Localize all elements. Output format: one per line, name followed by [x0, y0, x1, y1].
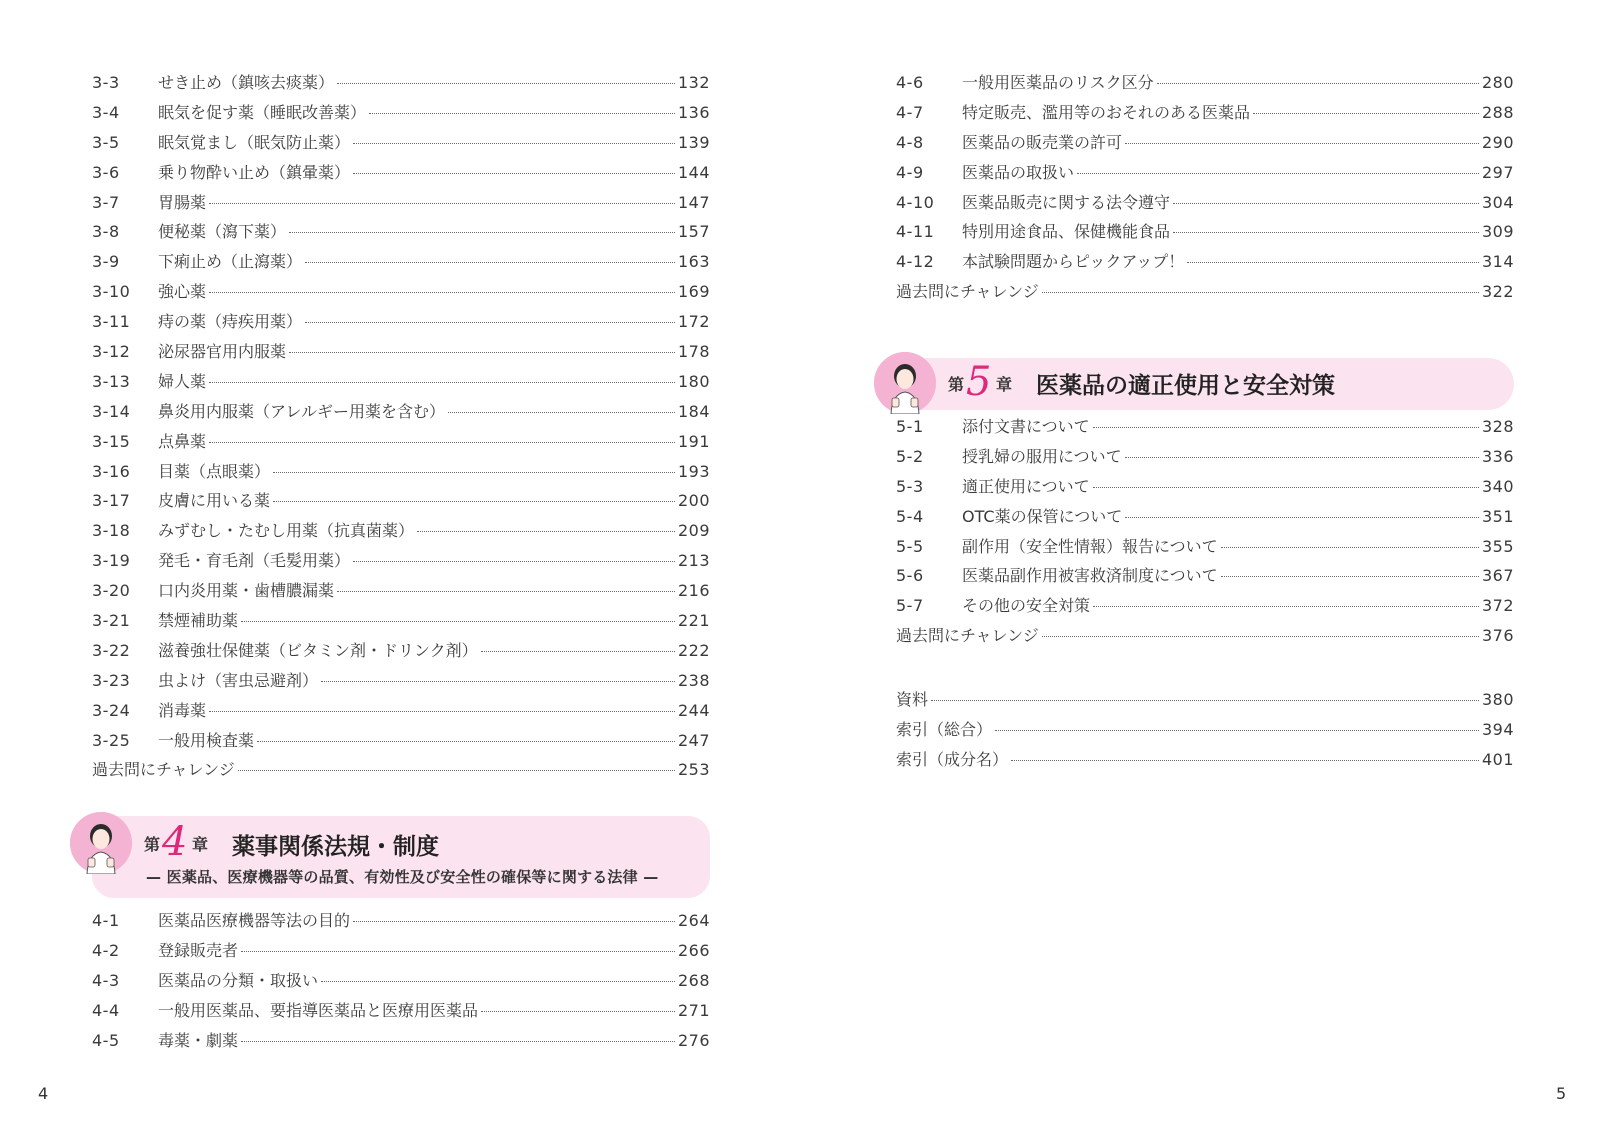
toc-entry-title: 一般用検査薬	[158, 730, 255, 750]
toc-entry-title: 眠気覚まし（眠気防止薬）	[158, 132, 351, 152]
dot-leader	[337, 82, 675, 84]
toc-entry[interactable]	[92, 696, 710, 726]
dot-leader	[1253, 112, 1479, 114]
toc-entry-page: 380	[1481, 690, 1514, 709]
toc-entry-page: 351	[1481, 506, 1514, 526]
dot-leader	[481, 650, 675, 652]
chapter-5-banner	[896, 352, 1514, 416]
toc-entry-page: 394	[1481, 719, 1514, 739]
toc-entry-number: 3-7	[92, 192, 120, 212]
toc-entry-page: 328	[1481, 417, 1514, 436]
toc-entry-number: 3-14	[92, 401, 131, 421]
toc-entry[interactable]	[92, 427, 710, 457]
toc-entry[interactable]	[896, 472, 1514, 502]
toc-entry[interactable]	[896, 621, 1514, 651]
toc-entry-page: 222	[677, 640, 710, 660]
toc-entry-title: 添付文書について	[962, 417, 1090, 436]
pharmacist-avatar-icon	[874, 352, 936, 414]
toc-entry-number: 3-16	[92, 461, 131, 481]
toc-list-chapter3	[92, 68, 710, 785]
toc-entry[interactable]	[896, 68, 1514, 98]
toc-entry-title: 発毛・育毛剤（毛髪用薬）	[158, 551, 351, 571]
toc-entry[interactable]	[92, 128, 710, 158]
toc-entry-page: 172	[677, 312, 710, 332]
toc-entry[interactable]	[896, 532, 1514, 562]
toc-entry[interactable]	[92, 636, 710, 666]
dot-leader	[448, 411, 675, 413]
dot-leader	[209, 202, 675, 204]
toc-entry-title: 下痢止め（止瀉薬）	[158, 252, 303, 272]
dot-leader	[1173, 231, 1479, 233]
chapter-suffix: 章	[192, 835, 209, 854]
toc-entry[interactable]	[92, 367, 710, 397]
dot-leader	[305, 321, 675, 323]
toc-entry-page: 290	[1481, 132, 1514, 152]
toc-entry-title: 特別用途食品、保健機能食品	[962, 222, 1171, 242]
toc-entry-number: 4-4	[92, 1000, 120, 1020]
chapter-subtitle: — 医薬品、医療機器等の品質、有効性及び安全性の確保等に関する法律 —	[146, 868, 659, 886]
toc-entry-page: 288	[1481, 102, 1514, 122]
toc-entry-title: 医薬品の販売業の許可	[962, 132, 1123, 152]
toc-entry-page: 216	[677, 581, 710, 601]
toc-entry-title: 強心薬	[158, 282, 207, 302]
dot-leader	[337, 590, 675, 592]
toc-entry-number: 4-1	[92, 911, 120, 930]
toc-entry[interactable]	[92, 457, 710, 487]
toc-entry-page: 271	[677, 1000, 710, 1020]
toc-entry-page: 340	[1481, 476, 1514, 496]
toc-list-chapter5	[896, 412, 1514, 651]
toc-entry-title: 便秘薬（瀉下薬）	[158, 222, 287, 242]
toc-entry[interactable]	[92, 217, 710, 247]
toc-entry-title: 眠気を促す薬（睡眠改善薬）	[158, 102, 367, 122]
toc-entry-page: 238	[677, 670, 710, 690]
dot-leader	[257, 740, 675, 742]
dot-leader	[321, 680, 675, 682]
toc-entry-title: 授乳婦の服用について	[962, 446, 1122, 466]
toc-entry-title: 滋養強壮保健薬（ビタミン剤・ドリンク剤）	[158, 640, 478, 660]
toc-entry-page: 297	[1481, 162, 1514, 182]
toc-entry-page: 213	[677, 551, 710, 571]
toc-entry-number: 3-11	[92, 312, 131, 332]
chapter-number: 5	[966, 359, 992, 405]
toc-entry-number: 3-24	[92, 700, 131, 720]
toc-entry[interactable]	[92, 755, 710, 785]
toc-entry-title: OTC薬の保管について	[962, 506, 1123, 526]
toc-entry-page: 314	[1481, 252, 1514, 272]
toc-entry-page: 147	[677, 192, 710, 212]
toc-entry-number: 4-8	[896, 132, 924, 152]
dot-leader	[1173, 202, 1479, 204]
toc-entry-page: 169	[677, 282, 710, 302]
toc-entry-title: 本試験問題からピックアップ！	[962, 252, 1185, 272]
toc-entry-number: 5-7	[896, 596, 924, 616]
toc-entry-number: 4-6	[896, 73, 924, 92]
toc-entry-number: 3-12	[92, 342, 131, 362]
dot-leader	[1077, 172, 1479, 174]
toc-entry[interactable]	[896, 247, 1514, 277]
toc-entry-number: 3-25	[92, 730, 131, 750]
toc-entry[interactable]	[896, 715, 1514, 745]
toc-entry-number: 4-10	[896, 192, 935, 212]
toc-entry[interactable]	[896, 188, 1514, 218]
dot-leader	[353, 560, 675, 562]
toc-entry-page: 209	[677, 521, 710, 541]
toc-entry[interactable]	[92, 277, 710, 307]
toc-entry-title: 医薬品医療機器等法の目的	[158, 911, 351, 930]
toc-entry[interactable]	[92, 337, 710, 367]
dot-leader	[1221, 546, 1479, 548]
toc-entry-title: 消毒薬	[158, 700, 207, 720]
dot-leader	[241, 950, 675, 952]
toc-entry-title: 痔の薬（痔疾用薬）	[158, 312, 303, 332]
toc-entry-page: 253	[677, 760, 710, 780]
toc-entry-page: 191	[677, 431, 710, 451]
toc-entry-page: 178	[677, 342, 710, 362]
toc-entry-number: 5-2	[896, 446, 924, 466]
toc-entry-page: 184	[677, 401, 710, 421]
toc-list-chapter4	[92, 906, 710, 1055]
toc-entry-number: 3-13	[92, 371, 131, 391]
dot-leader	[1221, 575, 1479, 577]
toc-entry-title: みずむし・たむし用薬（抗真菌薬）	[158, 521, 415, 541]
pharmacist-avatar-icon	[70, 812, 132, 874]
toc-entry[interactable]	[896, 277, 1514, 307]
toc-entry[interactable]	[92, 307, 710, 337]
toc-entry-title: 口内炎用薬・歯槽膿漏薬	[158, 581, 335, 601]
toc-entry[interactable]	[92, 666, 710, 696]
dot-leader	[353, 142, 675, 144]
dot-leader	[417, 530, 675, 532]
dot-leader	[238, 769, 675, 771]
toc-entry-title: 医薬品の取扱い	[962, 162, 1075, 182]
chapter-number: 4	[162, 819, 188, 865]
toc-entry-page: 376	[1481, 626, 1514, 646]
toc-entry-number: 4-3	[92, 970, 120, 990]
toc-entry-page: 266	[677, 940, 710, 960]
toc-entry[interactable]	[896, 745, 1514, 775]
toc-entry[interactable]	[92, 906, 710, 936]
dot-leader	[273, 500, 675, 502]
dot-leader	[209, 710, 675, 712]
toc-entry-title: 婦人薬	[158, 371, 207, 391]
toc-entry-page: 132	[677, 73, 710, 92]
toc-entry-number: 5-6	[896, 566, 924, 586]
toc-entry[interactable]	[92, 966, 710, 996]
toc-entry-title: 過去問にチャレンジ	[92, 760, 235, 780]
dot-leader	[321, 980, 675, 982]
toc-entry[interactable]	[92, 247, 710, 277]
toc-entry[interactable]	[92, 576, 710, 606]
toc-entry[interactable]	[896, 158, 1514, 188]
toc-entry[interactable]	[92, 606, 710, 636]
dot-leader	[353, 172, 675, 174]
page-number-left: 4	[38, 1084, 49, 1103]
toc-entry-page: 280	[1481, 73, 1514, 92]
toc-entry-page: 336	[1481, 446, 1514, 466]
dot-leader	[1093, 605, 1479, 607]
toc-entry-number: 3-6	[92, 162, 120, 182]
toc-entry-page: 193	[677, 461, 710, 481]
toc-entry-number: 3-4	[92, 102, 120, 122]
dot-leader	[1042, 291, 1479, 293]
toc-entry-page: 221	[677, 611, 710, 631]
toc-list-chapter4-continued	[896, 68, 1514, 307]
toc-entry[interactable]	[92, 188, 710, 218]
dot-leader	[931, 699, 1479, 701]
toc-entry[interactable]	[92, 68, 710, 98]
toc-entry[interactable]	[896, 412, 1514, 442]
dot-leader	[1125, 456, 1479, 458]
toc-entry-page: 367	[1481, 566, 1514, 586]
dot-leader	[369, 112, 675, 114]
dot-leader	[1187, 261, 1479, 263]
dot-leader	[995, 729, 1479, 731]
toc-entry-title: 副作用（安全性情報）報告について	[962, 536, 1218, 556]
toc-entry-number: 3-22	[92, 640, 131, 660]
toc-entry-page: 144	[677, 162, 710, 182]
chapter-prefix: 第	[144, 835, 161, 854]
toc-entry-title: 皮膚に用いる薬	[158, 491, 271, 511]
toc-entry[interactable]	[92, 158, 710, 188]
toc-entry-number: 3-23	[92, 670, 131, 690]
toc-entry[interactable]	[92, 546, 710, 576]
dot-leader	[1093, 426, 1479, 428]
toc-entry-title: 泌尿器官用内服薬	[158, 342, 287, 362]
dot-leader	[241, 620, 675, 622]
dot-leader	[209, 381, 675, 383]
toc-entry-number: 3-5	[92, 132, 120, 152]
toc-entry-number: 4-2	[92, 940, 120, 960]
toc-entry-title: 医薬品の分類・取扱い	[158, 970, 319, 990]
toc-entry-title: 特定販売、濫用等のおそれのある医薬品	[962, 102, 1251, 122]
toc-entry-number: 4-12	[896, 252, 935, 272]
toc-entry-title: 胃腸薬	[158, 192, 207, 212]
dot-leader	[209, 441, 675, 443]
chapter-suffix: 章	[996, 375, 1013, 394]
toc-entry-number: 3-18	[92, 521, 131, 541]
toc-entry-title: 虫よけ（害虫忌避剤）	[158, 670, 319, 690]
toc-entry-title: 目薬（点眼薬）	[158, 461, 271, 481]
toc-entry-title: 適正使用について	[962, 476, 1090, 496]
toc-entry-title: 過去問にチャレンジ	[896, 282, 1039, 302]
dot-leader	[1093, 486, 1479, 488]
toc-entry-number: 4-9	[896, 162, 924, 182]
toc-entry[interactable]	[896, 685, 1514, 715]
toc-entry[interactable]	[896, 128, 1514, 158]
toc-entry[interactable]	[896, 591, 1514, 621]
chapter-prefix: 第	[948, 375, 965, 394]
toc-entry[interactable]	[92, 397, 710, 427]
toc-entry-page: 244	[677, 700, 710, 720]
toc-entry-page: 264	[677, 911, 710, 930]
toc-entry[interactable]	[896, 98, 1514, 128]
page-number-right: 5	[1556, 1084, 1567, 1103]
toc-entry[interactable]	[92, 486, 710, 516]
toc-entry-title: 過去問にチャレンジ	[896, 626, 1039, 646]
toc-entry-number: 5-1	[896, 417, 924, 436]
dot-leader	[1157, 82, 1479, 84]
toc-entry[interactable]	[896, 502, 1514, 532]
toc-entry-page: 163	[677, 252, 710, 272]
toc-entry-title: せき止め（鎮咳去痰薬）	[158, 73, 335, 92]
toc-entry-number: 4-7	[896, 102, 924, 122]
toc-entry-title: 一般用医薬品、要指導医薬品と医療用医薬品	[158, 1000, 479, 1020]
toc-entry-title: 医薬品販売に関する法令遵守	[962, 192, 1171, 212]
dot-leader	[1125, 142, 1479, 144]
dot-leader	[1042, 635, 1479, 637]
toc-entry-title: 資料	[896, 690, 929, 709]
toc-entry-page: 304	[1481, 192, 1514, 212]
toc-entry-title: 一般用医薬品のリスク区分	[962, 73, 1154, 92]
dot-leader	[1125, 516, 1479, 518]
toc-entry-page: 355	[1481, 536, 1514, 556]
dot-leader	[305, 261, 675, 263]
toc-entry-page: 157	[677, 222, 710, 242]
toc-entry-page: 401	[1481, 749, 1514, 769]
toc-entry-title: その他の安全対策	[962, 596, 1091, 616]
chapter-title: 医薬品の適正使用と安全対策	[1036, 373, 1335, 399]
dot-leader	[481, 1010, 675, 1012]
dot-leader	[353, 920, 675, 922]
toc-entry-number: 3-8	[92, 222, 120, 242]
toc-entry-number: 3-9	[92, 252, 120, 272]
toc-entry[interactable]	[896, 561, 1514, 591]
toc-list-appendix	[896, 685, 1514, 775]
toc-entry-number: 5-5	[896, 536, 924, 556]
toc-entry-page: 180	[677, 371, 710, 391]
toc-entry-number: 3-17	[92, 491, 131, 511]
toc-entry-page: 276	[677, 1030, 710, 1050]
toc-entry-title: 禁煙補助薬	[158, 611, 239, 631]
dot-leader	[289, 351, 675, 353]
toc-entry-number: 5-4	[896, 506, 924, 526]
chapter-title: 薬事関係法規・制度	[232, 834, 439, 860]
toc-entry-page: 139	[677, 132, 710, 152]
toc-entry[interactable]	[896, 217, 1514, 247]
toc-entry[interactable]	[92, 936, 710, 966]
dot-leader	[289, 231, 675, 233]
toc-entry-number: 4-5	[92, 1030, 120, 1050]
toc-entry-title: 点鼻薬	[158, 431, 207, 451]
toc-entry[interactable]	[92, 98, 710, 128]
toc-entry[interactable]	[92, 726, 710, 756]
toc-entry-title: 鼻炎用内服薬（アレルギー用薬を含む）	[158, 401, 445, 421]
dot-leader	[1011, 759, 1479, 761]
toc-entry-title: 医薬品副作用被害救済制度について	[962, 566, 1218, 586]
toc-entry-number: 3-15	[92, 431, 131, 451]
toc-entry[interactable]	[896, 442, 1514, 472]
toc-entry-title: 登録販売者	[158, 940, 239, 960]
toc-entry-number: 3-3	[92, 73, 120, 92]
toc-entry-number: 3-20	[92, 581, 131, 601]
toc-entry-number: 5-3	[896, 476, 924, 496]
toc-entry-page: 200	[677, 491, 710, 511]
chapter-4-banner	[92, 812, 710, 902]
toc-entry-number: 3-19	[92, 551, 131, 571]
toc-entry-page: 372	[1481, 596, 1514, 616]
toc-entry-number: 3-21	[92, 611, 131, 631]
toc-entry-page: 268	[677, 970, 710, 990]
toc-entry-page: 247	[677, 730, 710, 750]
toc-entry-title: 索引（成分名）	[896, 749, 1009, 769]
dot-leader	[273, 471, 675, 473]
toc-entry-number: 3-10	[92, 282, 131, 302]
toc-entry-title: 索引（総合）	[896, 719, 993, 739]
toc-entry[interactable]	[92, 996, 710, 1026]
toc-entry-title: 乗り物酔い止め（鎮暈薬）	[158, 162, 351, 182]
toc-entry-page: 309	[1481, 222, 1514, 242]
dot-leader	[209, 291, 675, 293]
toc-entry[interactable]	[92, 516, 710, 546]
toc-entry-number: 4-11	[896, 222, 935, 242]
toc-entry-page: 322	[1481, 282, 1514, 302]
toc-entry-page: 136	[677, 102, 710, 122]
dot-leader	[241, 1040, 675, 1042]
toc-entry[interactable]	[92, 1026, 710, 1056]
toc-entry-title: 毒薬・劇薬	[158, 1030, 239, 1050]
